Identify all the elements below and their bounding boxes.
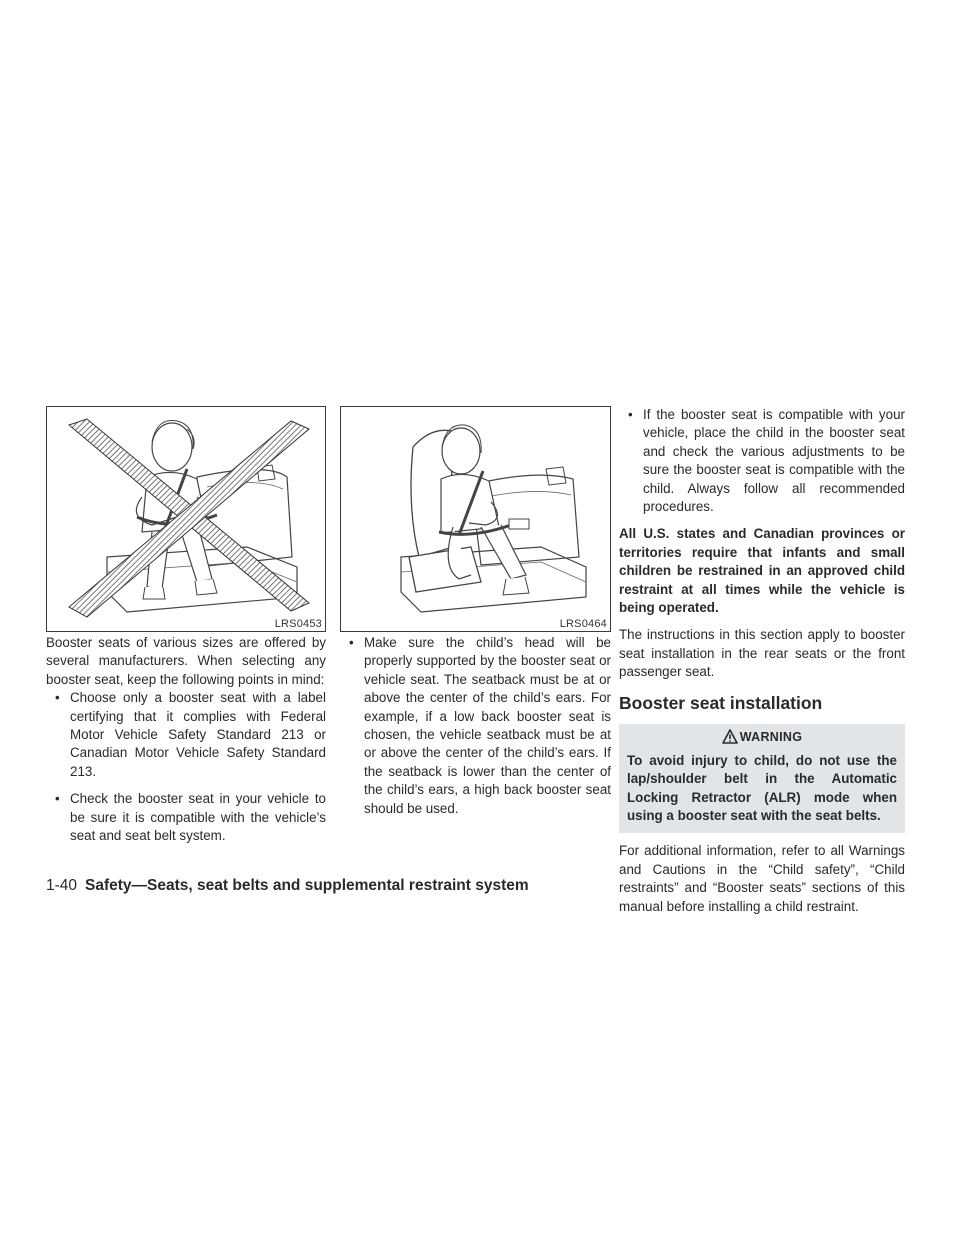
bullet-dot: • [55,690,60,706]
bullet-item [46,689,326,781]
section-title: Booster seat installation [619,692,823,713]
warning-header [627,728,897,746]
bullet-dot: • [628,407,633,422]
bullet-text: Make sure the child’s head will be properly supported by the booster seat or vehicle seat. The seatback must be at or above the center of the child’s ears. For example, if a low back booster seat is chosen, the vehicle seatback must be at or above the center of the child’s ears. If the seatback is lower than the center of the child’s ears, a high back booster seat should be used. [364,635,611,816]
page-number: 1-40 [46,877,78,894]
additional-info-paragraph: For additional information, refer to all Warnings and Cautions in the “Child safety”, “Child restraints” and “Booster seats” sections of this manual before installing a child restraint. [619,843,905,914]
figure-booster-seat-correct [340,406,611,632]
illustration-crossed-out-child-in-booster [47,407,326,632]
bullet-text: If the booster seat is compatible with your vehicle, place the child in the booster seat and check the various adjustments to be sure the booster seat is compatible with the child. Always follow all recommended procedures. [643,407,905,515]
column-middle [340,634,611,818]
column-right [619,406,905,916]
legal-requirement-paragraph: All U.S. states and Canadian provinces or territories require that infants and small children be restrained in an approved child restraint at all times while the vehicle is being operated. [619,526,905,616]
bullet-item [46,790,326,845]
warning-box [619,724,905,834]
figure-code: LRS0464 [559,618,607,630]
footer-section-title: Safety—Seats, seat belts and supplemental restraint system [85,877,529,894]
column-left [46,634,326,845]
bullet-item [619,406,905,516]
warning-text: To avoid injury to child, do not use the lap/shoulder belt in the Automatic Locking Retractor (ALR) mode when using a booster seat with the seat belts. [627,752,897,823]
warning-label: WARNING [739,729,803,744]
bullet-text: Check the booster seat in your vehicle to be sure it is compatible with the vehicle’s seat and seat belt system. [70,791,326,844]
bullet-text: Choose only a booster seat with a label certifying that it complies with Federal Motor Vehicle Safety Standard 213 or Canadian Motor Vehicle Safety Standard 213. [70,690,326,779]
intro-paragraph: Booster seats of various sizes are offered by several manufacturers. When selecting any booster seat, keep the following points in mind: [46,635,326,687]
bullet-item [340,634,611,818]
page-footer [46,876,529,896]
bullet-dot: • [55,791,60,807]
figure-booster-seat-incorrect [46,406,326,632]
instructions-scope-paragraph: The instructions in this section apply to booster seat installation in the rear seats or the front passenger seat. [619,627,905,680]
figure-code: LRS0453 [274,618,322,630]
bullet-dot: • [349,635,354,650]
illustration-child-in-booster-seat [341,407,611,632]
warning-triangle-icon [722,729,738,744]
